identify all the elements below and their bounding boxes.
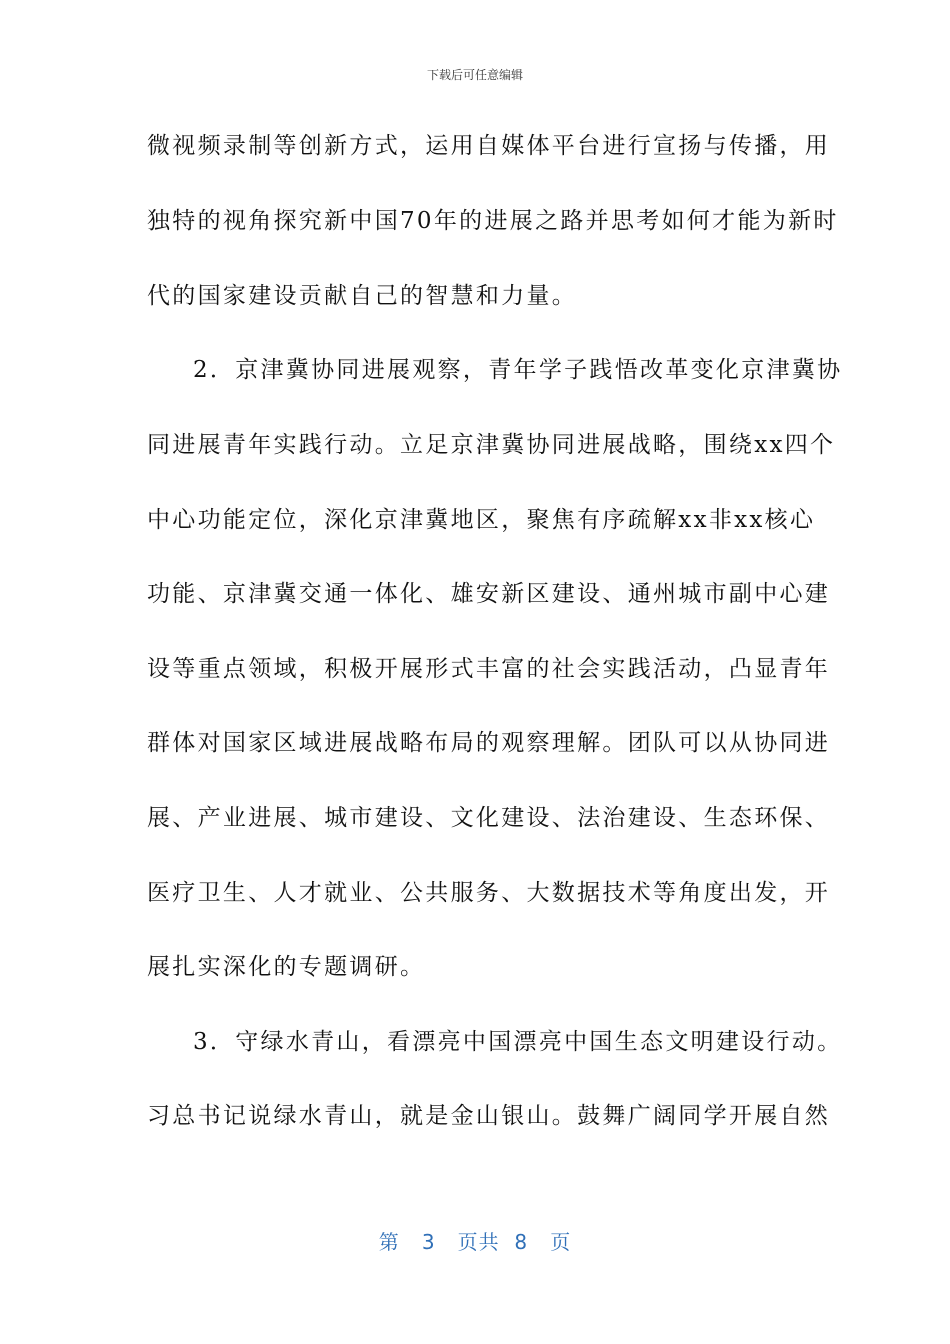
- body-line: 群体对国家区域进展战略布局的观察理解。团队可以从协同进: [147, 730, 831, 756]
- body-line: 展、产业进展、城市建设、文化建设、法治建设、生态环保、: [147, 805, 831, 831]
- body-line: 微视频录制等创新方式，运用自媒体平台进行宣扬与传播，用: [147, 133, 831, 159]
- current-page-number: 3: [421, 1230, 436, 1254]
- page-label-prefix: 第: [378, 1230, 400, 1254]
- body-line: 功能、京津冀交通一体化、雄安新区建设、通州城市副中心建: [147, 581, 831, 607]
- page-label-mid: 页共: [457, 1230, 500, 1254]
- body-line: 设等重点领域，积极开展形式丰富的社会实践活动，凸显青年: [147, 656, 831, 682]
- page-number-footer: [0, 1226, 950, 1255]
- body-line: 中心功能定位，深化京津冀地区，聚焦有序疏解xx非xx核心: [147, 507, 816, 533]
- body-line: 习总书记说绿水青山，就是金山银山。鼓舞广阔同学开展自然: [147, 1103, 831, 1129]
- total-pages-number: 8: [514, 1230, 529, 1254]
- page-header-note: 下载后可任意编辑: [426, 68, 523, 82]
- body-line: 同进展青年实践行动。立足京津冀协同进展战略，围绕xx四个: [147, 432, 836, 458]
- body-line: 展扎实深化的专题调研。: [147, 954, 426, 980]
- body-line: 代的国家建设贡献自己的智慧和力量。: [147, 283, 578, 309]
- page-label-suffix: 页: [550, 1230, 572, 1254]
- body-line: 3．守绿水青山，看漂亮中国漂亮中国生态文明建设行动。: [193, 1029, 843, 1055]
- body-line: 2．京津冀协同进展观察，青年学子践悟改革变化京津冀协: [193, 357, 843, 383]
- body-line: 独特的视角探究新中国70年的进展之路并思考如何才能为新时: [147, 208, 839, 234]
- body-line: 医疗卫生、人才就业、公共服务、大数据技术等角度出发，开: [147, 880, 831, 906]
